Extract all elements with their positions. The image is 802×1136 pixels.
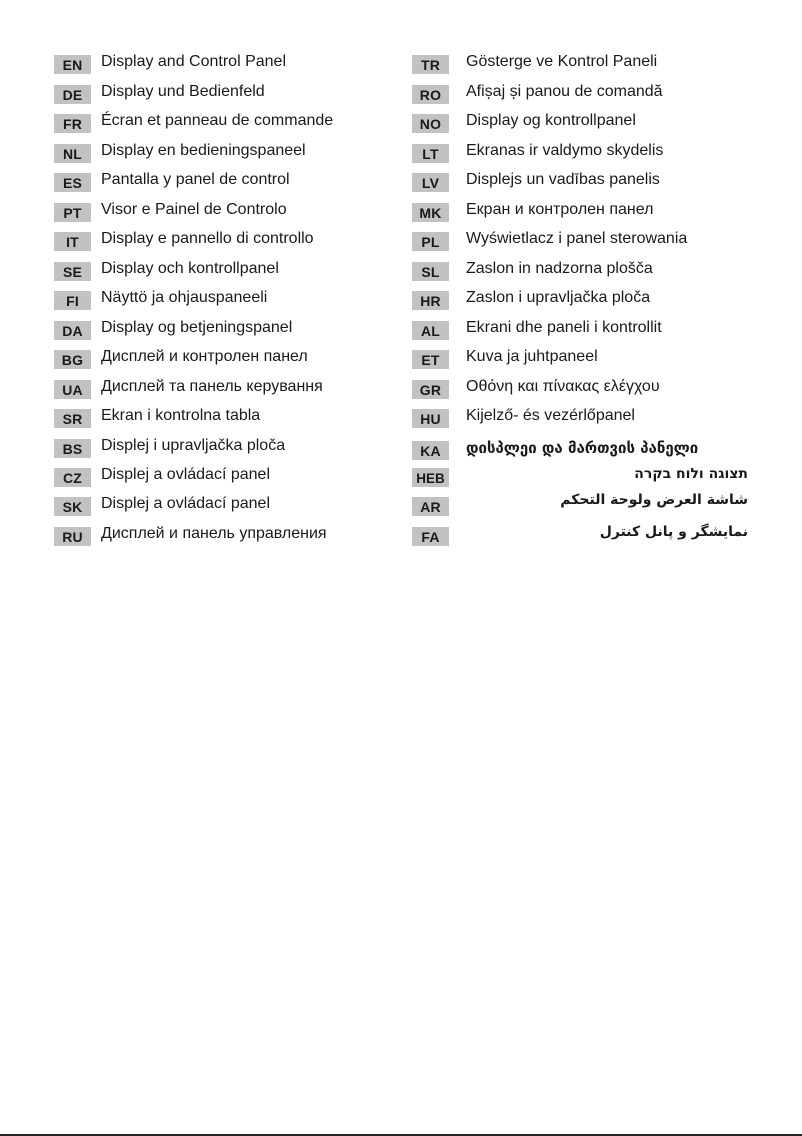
language-row-sl [412,262,748,282]
translation-text: Afișaj și panou de comandă [466,83,663,100]
language-row-mk [412,203,748,223]
language-row-ar [412,492,748,517]
language-row-lt [412,144,748,164]
translation-text: Gösterge ve Kontrol Paneli [466,53,658,70]
translation-text: Ekranas ir valdymo skydelis [466,142,664,159]
language-code-badge: SE [54,262,91,281]
language-row-gr [412,380,748,400]
translation-text: Display and Control Panel [101,53,286,70]
translation-text: Display och kontrollpanel [101,260,279,277]
translation-text: תצוגה ולוח בקרה [634,466,748,482]
language-code-badge: AL [412,321,449,340]
language-code-badge: HEB [412,468,449,487]
language-row-bg [54,350,394,370]
translation-text: Οθόνη και πίνακας ελέγχου [466,378,660,395]
translation-text: Ekrani dhe paneli i kontrollit [466,319,662,336]
translation-text: Display og betjeningspanel [101,319,293,336]
translation-text: Display und Bedienfeld [101,83,265,100]
translation-text: Display e pannello di controllo [101,230,314,247]
language-code-badge: FR [54,114,91,133]
language-code-badge: AR [412,497,449,516]
translation-text: Displejs un vadības panelis [466,171,660,188]
language-code-badge: HU [412,409,449,428]
translation-text: Pantalla y panel de control [101,171,290,188]
translation-text: Wyświetlacz i panel sterowania [466,230,688,247]
language-code-badge: TR [412,55,449,74]
language-code-badge: PL [412,232,449,251]
language-code-badge: IT [54,232,91,251]
language-row-es [54,173,394,193]
translation-text: شاشة العرض ولوحة التحكم [560,492,748,508]
language-code-badge: ES [54,173,91,192]
language-row-it [54,232,394,252]
language-row-se [54,262,394,282]
language-row-et [412,350,748,370]
language-code-badge: CZ [54,468,91,487]
language-code-badge: GR [412,380,449,399]
language-code-badge: FI [54,291,91,310]
translation-text: Ekran i kontrolna tabla [101,407,261,424]
language-row-lv [412,173,748,193]
translation-text: Visor e Painel de Controlo [101,201,287,218]
language-code-badge: MK [412,203,449,222]
translation-text: Display og kontrollpanel [466,112,636,129]
language-code-badge: PT [54,203,91,222]
language-row-bs [54,439,394,459]
translation-text: Дисплей и панель управления [101,525,327,542]
language-row-nl [54,144,394,164]
translation-text: Näyttö ja ohjauspaneeli [101,289,268,306]
translation-text: Kijelző- és vezérlőpanel [466,407,635,424]
language-row-tr [412,55,748,75]
language-row-al [412,321,748,341]
language-code-badge: ET [412,350,449,369]
language-row-pl [412,232,748,252]
language-row-de [54,85,394,105]
language-code-badge: DE [54,85,91,104]
language-row-cz [54,468,394,488]
language-code-badge: KA [412,441,449,460]
language-code-badge: RU [54,527,91,546]
translation-text: Дисплей и контролен панел [101,348,308,365]
translation-text: დისპლეი და მართვის პანელი [466,439,699,457]
translation-text: Zaslon in nadzorna plošča [466,260,653,277]
language-code-badge: BG [54,350,91,369]
language-row-no [412,114,748,134]
language-code-badge: BS [54,439,91,458]
language-code-badge: NL [54,144,91,163]
language-code-badge: SK [54,497,91,516]
translation-text: Displej i upravljačka ploča [101,437,286,454]
language-row-fr [54,114,394,134]
language-code-badge: NO [412,114,449,133]
language-row-ru [54,527,394,547]
language-row-en [54,55,394,75]
language-row-ka [412,441,748,461]
translation-text: Displej a ovládací panel [101,495,270,512]
language-row-sk [54,497,394,517]
language-row-hu [412,409,748,429]
language-row-ua [54,380,394,400]
translation-text: Displej a ovládací panel [101,466,270,483]
translation-text: Display en bedieningspaneel [101,142,306,159]
translation-text: Zaslon i upravljačka ploča [466,289,651,306]
translation-text: Écran et panneau de commande [101,112,334,129]
language-code-badge: EN [54,55,91,74]
translation-text: Дисплей та панель керування [101,378,323,395]
language-code-badge: SR [54,409,91,428]
translation-text: نمایشگر و پانل کنترل [599,524,748,540]
translation-text: Екран и контролен панел [466,201,654,218]
language-code-badge: RO [412,85,449,104]
language-row-fi [54,291,394,311]
translation-text: Kuva ja juhtpaneel [466,348,598,365]
language-code-badge: LV [412,173,449,192]
language-row-ro [412,85,748,105]
language-code-badge: UA [54,380,91,399]
language-row-hr [412,291,748,311]
language-code-badge: HR [412,291,449,310]
language-code-badge: DA [54,321,91,340]
language-code-badge: LT [412,144,449,163]
language-row-heb [412,468,748,488]
language-row-da [54,321,394,341]
language-row-fa [412,524,748,547]
language-code-badge: FA [412,527,449,546]
language-code-badge: SL [412,262,449,281]
language-row-sr [54,409,394,429]
language-row-pt [54,203,394,223]
